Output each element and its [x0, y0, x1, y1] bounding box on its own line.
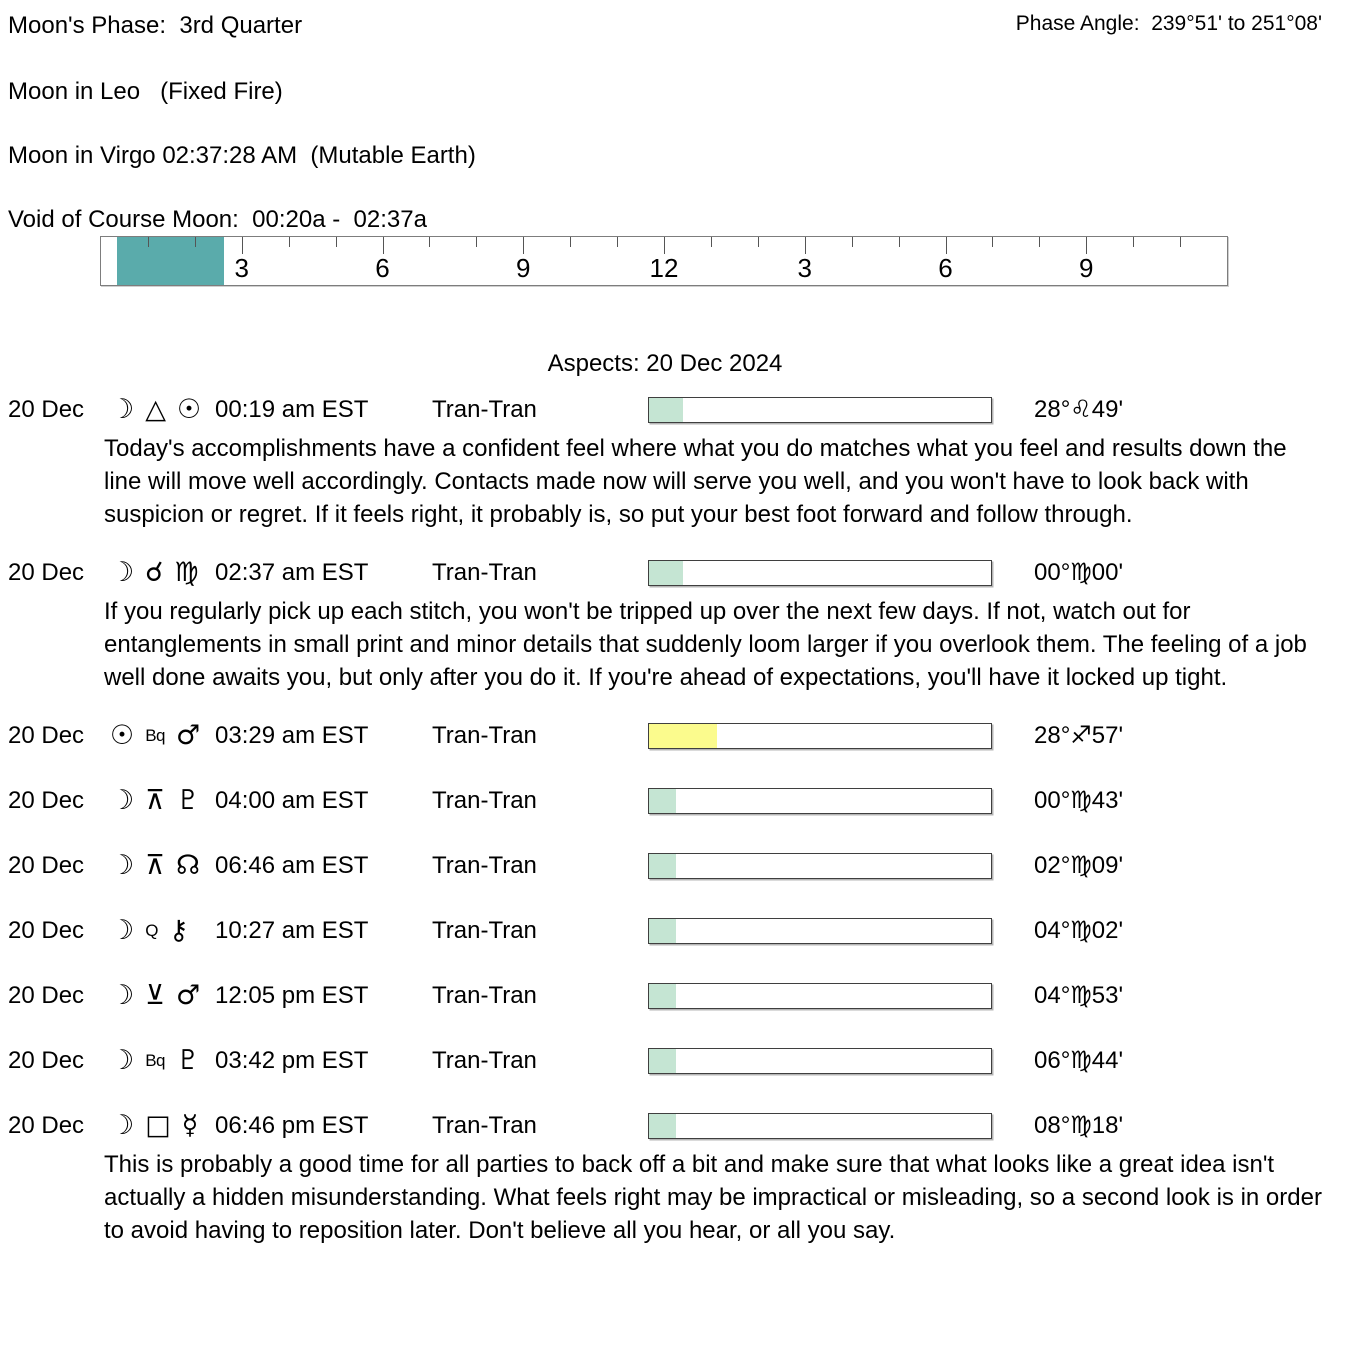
- ruler-hour-label: 12: [649, 253, 679, 283]
- ruler-hour-label: 9: [1079, 253, 1094, 283]
- ruler-hour-tick: [805, 237, 806, 254]
- aspect-time: 06:46 am EST: [215, 852, 369, 879]
- ruler-hour-tick: [148, 237, 149, 247]
- mars-icon: ♂: [175, 980, 201, 1011]
- aspect-date: 20 Dec: [8, 787, 85, 814]
- ruler-hour-label: 9: [516, 253, 531, 283]
- aspect-type: Tran-Tran: [432, 982, 537, 1009]
- quincunx-icon: ⊼: [145, 785, 165, 816]
- ruler-hour-label: 6: [938, 253, 953, 283]
- aspect-degree: 04°♍02': [1034, 917, 1124, 944]
- ruler-hour-tick: [852, 237, 853, 247]
- aspect-orb-bar-fill: [649, 398, 683, 422]
- aspect-row: [0, 1112, 1354, 1140]
- aspect-date: 20 Dec: [8, 559, 85, 586]
- aspect-orb-bar: [648, 397, 992, 423]
- aspect-time: 03:29 am EST: [215, 722, 369, 749]
- aspect-orb-bar-fill: [649, 919, 676, 943]
- aspect-degree: 00°♍00': [1034, 559, 1124, 586]
- moon-phase-line: Moon's Phase: 3rd Quarter: [8, 12, 303, 39]
- aspect-glyphs: [110, 722, 215, 750]
- aspect-orb-bar-fill: [649, 561, 683, 585]
- aspect-type: Tran-Tran: [432, 722, 537, 749]
- north-node-icon: ☊: [175, 850, 200, 881]
- aspect-orb-bar-fill: [649, 984, 676, 1008]
- ruler-hour-tick: [617, 237, 618, 247]
- aspect-row: [0, 722, 1354, 750]
- ruler-hour-tick: [336, 237, 337, 247]
- aspect-time: 02:37 am EST: [215, 559, 369, 586]
- aspect-orb-bar: [648, 788, 992, 814]
- aspect-orb-bar: [648, 1113, 992, 1139]
- virgo-icon: ♍: [174, 557, 199, 588]
- aspect-time: 00:19 am EST: [215, 396, 369, 423]
- moon-sign-virgo-line: Moon in Virgo 02:37:28 AM (Mutable Earth): [8, 142, 476, 169]
- aspect-degree: 00°♍43': [1034, 787, 1124, 814]
- biquintile-icon: Bq: [145, 726, 166, 745]
- aspect-orb-bar: [648, 723, 992, 749]
- mercury-icon: ☿: [181, 1110, 199, 1141]
- aspects-title: Aspects: 20 Dec 2024: [547, 350, 783, 377]
- aspect-glyphs: [110, 917, 215, 945]
- aspect-glyphs: [110, 1047, 215, 1075]
- ruler-hour-tick: [195, 237, 196, 247]
- square-icon: □: [145, 1110, 171, 1141]
- ruler-hour-tick: [429, 237, 430, 247]
- aspect-time: 12:05 pm EST: [215, 982, 369, 1009]
- ruler-hour-tick: [758, 237, 759, 247]
- moon-icon: ☽: [110, 785, 135, 816]
- void-of-course-label: Void of Course Moon: 00:20a - 02:37a: [8, 206, 427, 233]
- ruler-hour-tick: [289, 237, 290, 247]
- aspect-type: Tran-Tran: [432, 1112, 537, 1139]
- moon-icon: ☽: [110, 850, 135, 881]
- aspect-row: [0, 396, 1354, 424]
- moon-icon: ☽: [110, 915, 135, 946]
- ruler-hour-label: 3: [234, 253, 249, 283]
- ruler-hour-tick: [1086, 237, 1087, 254]
- ruler-hour-tick: [570, 237, 571, 247]
- aspect-time: 06:46 pm EST: [215, 1112, 369, 1139]
- aspect-orb-bar-fill: [649, 1114, 676, 1138]
- aspect-orb-bar: [648, 1048, 992, 1074]
- ruler-hour-tick: [899, 237, 900, 247]
- aspect-row: [0, 982, 1354, 1010]
- aspect-time: 03:42 pm EST: [215, 1047, 369, 1074]
- aspect-orb-bar: [648, 918, 992, 944]
- aspect-degree: 28°♌49': [1034, 396, 1124, 423]
- ruler-hour-tick: [992, 237, 993, 247]
- aspect-glyphs: [110, 396, 215, 424]
- aspect-type: Tran-Tran: [432, 396, 537, 423]
- mars-icon: ♂: [176, 720, 201, 751]
- aspects-list: [0, 396, 1354, 1247]
- aspect-date: 20 Dec: [8, 1112, 85, 1139]
- pluto-icon: ♇: [175, 785, 201, 816]
- aspect-degree: 06°♍44': [1034, 1047, 1124, 1074]
- ruler-hour-tick: [1180, 237, 1181, 247]
- aspect-degree: 04°♍53': [1034, 982, 1124, 1009]
- aspect-orb-bar-fill: [649, 1049, 676, 1073]
- aspect-orb-bar: [648, 983, 992, 1009]
- moon-icon: ☽: [110, 980, 135, 1011]
- aspect-orb-bar-fill: [649, 854, 676, 878]
- aspect-interpretation-text: If you regularly pick up each stitch, you won't be tripped up over the next few days. If not, watch out for entanglements in small print and minor details that suddenly loom larger if you overlook them. The feeling of a job well done awaits you, but only after you do it. If you're ahead of expectations, you'll have it locked up tight.: [104, 598, 1307, 691]
- aspect-orb-bar-fill: [649, 724, 717, 748]
- moon-icon: ☽: [110, 1045, 135, 1076]
- aspect-time: 10:27 am EST: [215, 917, 369, 944]
- semisextile-icon: ⊻: [145, 980, 165, 1011]
- aspect-row: [0, 559, 1354, 587]
- ruler-hour-tick: [711, 237, 712, 247]
- moon-icon: ☽: [110, 394, 135, 425]
- aspect-interpretation-text: This is probably a good time for all parties to back off a bit and make sure that what looks like a great idea isn't actually a hidden misunderstanding. What feels right may be impractical or misleading, so a second look is in order to avoid having to reposition later. Don't believe all you hear, or all you say.: [104, 1151, 1322, 1244]
- aspect-type: Tran-Tran: [432, 1047, 537, 1074]
- aspect-date: 20 Dec: [8, 1047, 85, 1074]
- trine-icon: △: [145, 394, 166, 425]
- aspect-orb-bar: [648, 560, 992, 586]
- aspect-type: Tran-Tran: [432, 917, 537, 944]
- chiron-icon: ⚷: [168, 915, 189, 946]
- ruler-hour-label: 3: [797, 253, 812, 283]
- aspect-type: Tran-Tran: [432, 559, 537, 586]
- aspect-row: [0, 917, 1354, 945]
- aspect-glyphs: [110, 787, 215, 815]
- ruler-hour-label: 6: [375, 253, 390, 283]
- ruler-hour-tick: [242, 237, 243, 254]
- ruler-hour-tick: [664, 237, 665, 254]
- conjunction-icon: ☌: [145, 557, 164, 588]
- aspect-interpretation-text: Today's accomplishments have a confident feel where what you do matches what you feel and results down the line will move well accordingly. Contacts made now will serve you well, and you won't have to look back with suspicion or regret. If it feels right, it probably is, so put your best foot forward and follow through.: [104, 435, 1287, 528]
- aspect-row: [0, 1047, 1354, 1075]
- aspect-date: 20 Dec: [8, 982, 85, 1009]
- aspect-degree: 28°♐57': [1034, 722, 1124, 749]
- ruler-hour-tick: [523, 237, 524, 254]
- moon-icon: ☽: [110, 557, 135, 588]
- ruler-hour-tick: [1039, 237, 1040, 247]
- biquintile-icon: Bq: [145, 1051, 166, 1070]
- quintile-icon: Q: [145, 921, 158, 940]
- void-of-course-fill: [117, 237, 224, 285]
- aspect-degree: 08°♍18': [1034, 1112, 1124, 1139]
- aspect-row: [0, 787, 1354, 815]
- moon-icon: ☽: [110, 1110, 135, 1141]
- aspect-date: 20 Dec: [8, 917, 85, 944]
- aspect-row: [0, 852, 1354, 880]
- ruler-hour-tick: [383, 237, 384, 254]
- aspect-orb-bar-fill: [649, 789, 676, 813]
- aspect-time: 04:00 am EST: [215, 787, 369, 814]
- sun-icon: ☉: [176, 394, 202, 425]
- moon-sign-leo-line: Moon in Leo (Fixed Fire): [8, 78, 283, 105]
- aspect-glyphs: [110, 559, 215, 587]
- aspect-date: 20 Dec: [8, 722, 85, 749]
- phase-angle-line: Phase Angle: 239°51' to 251°08': [1015, 12, 1322, 35]
- ruler-hour-tick: [946, 237, 947, 254]
- aspect-type: Tran-Tran: [432, 787, 537, 814]
- void-of-course-timeline: [100, 236, 1228, 286]
- aspect-glyphs: [110, 982, 215, 1010]
- aspect-date: 20 Dec: [8, 852, 85, 879]
- quincunx-icon: ⊼: [145, 850, 165, 881]
- aspect-type: Tran-Tran: [432, 852, 537, 879]
- aspect-orb-bar: [648, 853, 992, 879]
- ruler-hour-tick: [1133, 237, 1134, 247]
- aspect-date: 20 Dec: [8, 396, 85, 423]
- aspect-glyphs: [110, 1112, 215, 1140]
- ruler-hour-tick: [476, 237, 477, 247]
- aspect-degree: 02°♍09': [1034, 852, 1124, 879]
- pluto-icon: ♇: [176, 1045, 201, 1076]
- sun-icon: ☉: [110, 720, 135, 751]
- aspect-glyphs: [110, 852, 215, 880]
